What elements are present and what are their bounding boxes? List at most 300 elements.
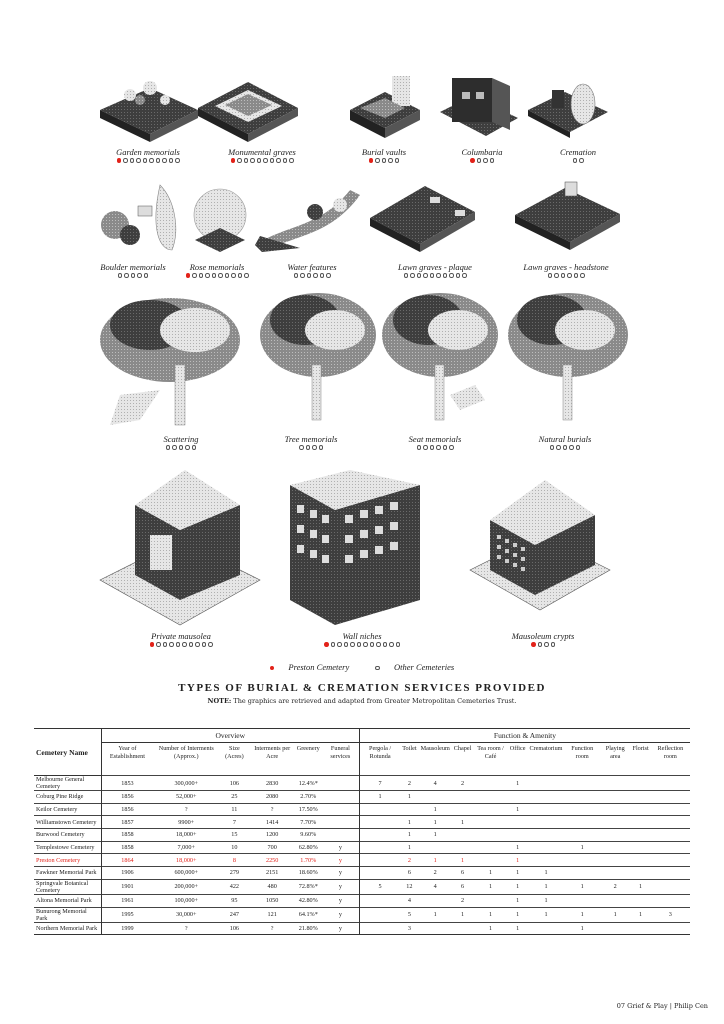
- other-cemetery-dot: [208, 642, 213, 647]
- private-mausolea-illustration: [100, 470, 260, 625]
- table-cell: 2: [452, 776, 474, 791]
- other-cemetery-dot: [276, 158, 281, 163]
- table-cell: [600, 854, 631, 867]
- other-cemetery-dot: [567, 273, 572, 278]
- table-cell: 1: [419, 816, 452, 829]
- table-cell: [322, 791, 360, 804]
- burial-vaults-illustration: [350, 76, 420, 138]
- table-cell: [651, 816, 690, 829]
- table-cell: [473, 803, 507, 816]
- table-cell: 1: [419, 907, 452, 922]
- table-cell: 1906: [101, 867, 153, 880]
- table-cell: [359, 854, 400, 867]
- other-cemetery-dot: [449, 273, 454, 278]
- table-cell: 2.70%: [295, 791, 322, 804]
- table-cell: ?: [153, 803, 219, 816]
- mausoleum-crypts-illustration: [470, 480, 610, 610]
- table-cell: 18,000+: [153, 829, 219, 842]
- table-cell: [419, 791, 452, 804]
- usage-dots: [251, 445, 371, 450]
- table-cell: 100,000+: [153, 894, 219, 907]
- table-cell: [564, 791, 599, 804]
- column-header: Funeral services: [330, 745, 351, 760]
- table-cell: [651, 829, 690, 842]
- cemetery-name-cell: Burwood Cemetery: [34, 829, 101, 842]
- water-features-illustration: [255, 190, 360, 252]
- table-cell: 62.80%: [295, 841, 322, 854]
- table-cell: [359, 867, 400, 880]
- service-label: Wall niches: [342, 631, 382, 641]
- table-cell: y: [322, 894, 360, 907]
- other-cemetery-dot: [149, 158, 154, 163]
- table-cell: 1: [508, 841, 528, 854]
- other-cemetery-dot: [363, 642, 368, 647]
- rose-memorials-illustration: [194, 189, 246, 252]
- table-cell: [473, 894, 507, 907]
- preston-dot: [470, 158, 475, 163]
- table-cell: 247: [219, 907, 249, 922]
- table-cell: 2151: [250, 867, 295, 880]
- table-cell: [419, 922, 452, 935]
- service-label: Lawn graves - plaque: [398, 262, 472, 272]
- natural-burials-illustration: [508, 293, 628, 420]
- other-cemetery-dot: [319, 445, 324, 450]
- table-cell: 1: [527, 879, 564, 894]
- table-cell: 1901: [101, 879, 153, 894]
- other-cemetery-dot: [551, 642, 556, 647]
- other-cemetery-dot: [580, 273, 585, 278]
- table-row: [34, 776, 690, 791]
- table-cell: 279: [219, 867, 249, 880]
- table-cell: 4: [419, 776, 452, 791]
- monumental-graves-illustration: [198, 82, 298, 142]
- table-cell: 9900+: [153, 816, 219, 829]
- table-cell: 25: [219, 791, 249, 804]
- table-cell: ?: [250, 922, 295, 935]
- table-cell: [564, 829, 599, 842]
- table-cell: 480: [250, 879, 295, 894]
- table-cell: [631, 791, 651, 804]
- other-cemetery-dot: [156, 158, 161, 163]
- table-cell: 121: [250, 907, 295, 922]
- service-label: Natural burials: [538, 434, 592, 444]
- table-cell: 2080: [250, 791, 295, 804]
- table-cell: 1: [452, 907, 474, 922]
- garden-memorials-illustration: [100, 81, 198, 142]
- table-cell: [359, 829, 400, 842]
- other-cemetery-dot: [294, 273, 299, 278]
- other-cemetery-dot: [357, 642, 362, 647]
- table-cell: [473, 841, 507, 854]
- other-cemetery-dot: [192, 445, 197, 450]
- table-cell: 1: [419, 829, 452, 842]
- other-cemetery-dot: [337, 642, 342, 647]
- table-cell: 11: [219, 803, 249, 816]
- column-header: Tea room / Café: [477, 745, 504, 760]
- table-cell: 52,000+: [153, 791, 219, 804]
- table-cell: 3: [651, 907, 690, 922]
- table-cell: 72.8%*: [295, 879, 322, 894]
- overview-header: Overview: [101, 729, 359, 743]
- usage-dots: [506, 273, 626, 278]
- other-cemetery-dot: [202, 642, 207, 647]
- table-cell: 1: [564, 922, 599, 935]
- table-row: [34, 791, 690, 804]
- table-cell: 4: [400, 894, 418, 907]
- table-cell: [452, 922, 474, 935]
- table-cell: 1050: [250, 894, 295, 907]
- table-cell: 1: [473, 907, 507, 922]
- service-label: Garden memorials: [116, 147, 180, 157]
- table-cell: [651, 922, 690, 935]
- table-cell: [564, 816, 599, 829]
- table-cell: 200,000+: [153, 879, 219, 894]
- other-cemetery-dot: [185, 445, 190, 450]
- preston-dot: [150, 642, 155, 647]
- table-cell: 1: [419, 803, 452, 816]
- column-header: Greenery: [296, 745, 320, 752]
- table-cell: y: [322, 879, 360, 894]
- table-cell: [600, 829, 631, 842]
- table-cell: 7.70%: [295, 816, 322, 829]
- usage-dots: [121, 445, 241, 450]
- table-cell: 1: [359, 791, 400, 804]
- service-label: Private mausolea: [151, 631, 211, 641]
- lawn-graves-headstone-illustration: [515, 182, 620, 250]
- table-cell: [322, 816, 360, 829]
- usage-dots: [88, 158, 208, 163]
- table-cell: [631, 867, 651, 880]
- table-cell: 1: [527, 907, 564, 922]
- other-cemetery-dot: [299, 445, 304, 450]
- column-header: Office: [509, 745, 526, 752]
- other-cemetery-dot: [130, 158, 135, 163]
- table-row: [34, 854, 690, 867]
- table-cell: [359, 816, 400, 829]
- other-cemetery-dot: [212, 273, 217, 278]
- table-cell: 18,000+: [153, 854, 219, 867]
- other-cemetery-dot: [423, 273, 428, 278]
- preston-dot: [531, 642, 536, 647]
- table-cell: [631, 854, 651, 867]
- table-cell: 1995: [101, 907, 153, 922]
- table-row: [34, 922, 690, 935]
- table-cell: 1: [508, 776, 528, 791]
- table-cell: 5: [359, 879, 400, 894]
- table-row: [34, 867, 690, 880]
- table-cell: 2: [400, 854, 418, 867]
- other-cemetery-dot: [270, 158, 275, 163]
- table-cell: y: [322, 841, 360, 854]
- table-cell: [600, 776, 631, 791]
- other-cemetery-dot: [370, 642, 375, 647]
- table-cell: [359, 894, 400, 907]
- other-cemetery-dot: [320, 273, 325, 278]
- cemetery-name-cell: Templestowe Cemetery: [34, 841, 101, 854]
- other-cemetery-dot: [289, 158, 294, 163]
- other-cemetery-dot: [244, 273, 249, 278]
- column-header: Reflection room: [657, 745, 684, 760]
- other-cemetery-dot: [449, 445, 454, 450]
- other-cemetery-dot: [395, 158, 400, 163]
- service-label: Water features: [287, 262, 337, 272]
- table-cell: [473, 776, 507, 791]
- table-cell: [600, 791, 631, 804]
- table-cell: [564, 854, 599, 867]
- table-cell: 1: [527, 894, 564, 907]
- table-cell: 15: [219, 829, 249, 842]
- table-cell: 1: [419, 854, 452, 867]
- column-header: Florist: [632, 745, 649, 752]
- table-cell: [651, 776, 690, 791]
- table-cell: 422: [219, 879, 249, 894]
- table-cell: [473, 854, 507, 867]
- other-cemetery-dot: [544, 642, 549, 647]
- usage-dots: [518, 158, 638, 163]
- usage-dots: [483, 642, 603, 647]
- column-headers: [34, 743, 690, 776]
- table-cell: 12: [400, 879, 418, 894]
- other-cemetery-dot: [404, 273, 409, 278]
- other-cemetery-dot: [195, 642, 200, 647]
- other-cemetery-dot: [176, 642, 181, 647]
- other-cemetery-dot: [436, 273, 441, 278]
- other-cemetery-dot: [250, 158, 255, 163]
- table-cell: [473, 791, 507, 804]
- table-cell: [452, 791, 474, 804]
- cemetery-name-cell: Fawkner Memorial Park: [34, 867, 101, 880]
- service-label: Monumental graves: [228, 147, 296, 157]
- table-cell: 1: [508, 867, 528, 880]
- table-cell: 106: [219, 922, 249, 935]
- service-label: Cremation: [559, 147, 597, 157]
- other-cemetery-dot: [143, 158, 148, 163]
- other-cemetery-dot: [436, 445, 441, 450]
- table-cell: 1853: [101, 776, 153, 791]
- table-cell: 1858: [101, 829, 153, 842]
- other-cemetery-dot: [375, 158, 380, 163]
- table-cell: [527, 776, 564, 791]
- service-label: Columbaria: [461, 147, 503, 157]
- table-cell: 2: [452, 894, 474, 907]
- scattering-illustration: [100, 298, 240, 425]
- table-cell: 30,000+: [153, 907, 219, 922]
- other-cemetery-dot: [300, 273, 305, 278]
- other-cemetery-dot: [382, 158, 387, 163]
- other-cemetery-dot: [263, 158, 268, 163]
- table-cell: 12.4%*: [295, 776, 322, 791]
- column-header: Pergola / Rotunda: [359, 743, 400, 776]
- table-cell: [564, 894, 599, 907]
- other-cemetery-dot: [231, 273, 236, 278]
- table-cell: 1857: [101, 816, 153, 829]
- table-row: [34, 816, 690, 829]
- service-label: Lawn graves - headstone: [523, 262, 609, 272]
- other-cemetery-dot: [396, 642, 401, 647]
- table-cell: [527, 854, 564, 867]
- table-cell: 6: [452, 879, 474, 894]
- table-cell: [527, 791, 564, 804]
- table-cell: 2: [400, 776, 418, 791]
- service-label: Scattering: [163, 434, 199, 444]
- other-cemetery-dot: [136, 158, 141, 163]
- footer: 07 Grief & Play | Philip Cen: [616, 1002, 708, 1010]
- other-cemetery-dot: [556, 445, 561, 450]
- other-cemetery-dot: [124, 273, 129, 278]
- column-header: Crematorium: [529, 745, 563, 752]
- other-cemetery-dot: [175, 158, 180, 163]
- other-cemetery-dot: [462, 273, 467, 278]
- other-cemetery-dot: [131, 273, 136, 278]
- other-cemetery-dot: [326, 273, 331, 278]
- table-cell: [651, 791, 690, 804]
- other-cemetery-dot: [554, 273, 559, 278]
- table-cell: [359, 803, 400, 816]
- cemetery-name-cell: Springvale Botanical Cemetery: [34, 879, 101, 894]
- other-cemetery-dot: [166, 445, 171, 450]
- other-cemetery-dot: [443, 445, 448, 450]
- other-cemetery-dot: [162, 158, 167, 163]
- other-cemetery-dot: [389, 642, 394, 647]
- cemetery-name-cell: Coburg Pine Ridge: [34, 791, 101, 804]
- table-cell: [508, 791, 528, 804]
- table-cell: 1: [508, 803, 528, 816]
- table-cell: [631, 816, 651, 829]
- other-cemetery-dot: [410, 273, 415, 278]
- table-cell: 1858: [101, 841, 153, 854]
- other-cemetery-dot: [561, 273, 566, 278]
- other-cemetery-dot: [350, 642, 355, 647]
- table-row: [34, 907, 690, 922]
- lawn-graves-plaque-illustration: [370, 186, 475, 252]
- table-cell: 1: [508, 907, 528, 922]
- table-cell: 7: [359, 776, 400, 791]
- table-cell: 10: [219, 841, 249, 854]
- other-cemetery-dot: [376, 642, 381, 647]
- other-cemetery-dot: [569, 445, 574, 450]
- table-cell: 1856: [101, 803, 153, 816]
- table-cell: y: [322, 922, 360, 935]
- table-cell: 5: [400, 907, 418, 922]
- table-cell: 17.50%: [295, 803, 322, 816]
- table-cell: [452, 841, 474, 854]
- wall-niches-illustration: [290, 470, 420, 625]
- other-cemetery-dot: [313, 273, 318, 278]
- table-cell: 42.80%: [295, 894, 322, 907]
- column-header: Chapel: [453, 745, 472, 752]
- column-header: Number of Interments (Approx.): [158, 745, 214, 760]
- table-cell: [564, 803, 599, 816]
- table-cell: [527, 922, 564, 935]
- table-cell: 1856: [101, 791, 153, 804]
- columbaria-illustration: [440, 78, 518, 136]
- cemetery-name-cell: Melbourne General Cemetery: [34, 776, 101, 791]
- table-cell: [631, 829, 651, 842]
- usage-dots: [121, 642, 241, 647]
- table-cell: [600, 867, 631, 880]
- cemetery-table: [34, 728, 690, 935]
- other-cemetery-dot: [477, 158, 482, 163]
- cemetery-name-header: Cemetery Name: [34, 729, 101, 776]
- preston-dot: [369, 158, 374, 163]
- table-cell: 1: [508, 879, 528, 894]
- table-cell: 9.60%: [295, 829, 322, 842]
- table-cell: 1: [452, 854, 474, 867]
- table-cell: [322, 829, 360, 842]
- table-cell: 2830: [250, 776, 295, 791]
- cremation-illustration: [528, 84, 608, 138]
- other-cemetery-dot: [344, 642, 349, 647]
- table-cell: [631, 922, 651, 935]
- other-cemetery-dot: [225, 273, 230, 278]
- table-cell: [527, 829, 564, 842]
- other-cemetery-dot: [417, 445, 422, 450]
- table-row: [34, 894, 690, 907]
- table-cell: [651, 803, 690, 816]
- legend: [0, 662, 724, 672]
- page-title: TYPES OF BURIAL & CREMATION SERVICES PROVIDED: [178, 682, 546, 694]
- table-cell: y: [322, 854, 360, 867]
- table-cell: [452, 803, 474, 816]
- table-cell: 21.80%: [295, 922, 322, 935]
- other-cemetery-dot: [383, 642, 388, 647]
- table-body: [34, 776, 690, 935]
- other-cemetery-dot: [483, 158, 488, 163]
- table-cell: 95: [219, 894, 249, 907]
- other-cemetery-dot: [574, 273, 579, 278]
- other-cemetery-dot: [123, 158, 128, 163]
- legend-preston: Preston Cemetery: [264, 662, 355, 672]
- table-cell: [508, 816, 528, 829]
- table-row: [34, 829, 690, 842]
- cemetery-name-cell: Preston Cemetery: [34, 854, 101, 867]
- other-cemetery-dot: [218, 273, 223, 278]
- other-cemetery-dot: [172, 445, 177, 450]
- other-cemetery-dot: [237, 158, 242, 163]
- other-cemetery-dot: [456, 273, 461, 278]
- cemetery-name-cell: Altona Memorial Park: [34, 894, 101, 907]
- table-cell: 1: [400, 829, 418, 842]
- cemetery-name-cell: Williamstown Cemetery: [34, 816, 101, 829]
- other-cemetery-dot: [579, 158, 584, 163]
- table-cell: [651, 879, 690, 894]
- table-cell: 2: [419, 867, 452, 880]
- table-cell: [651, 894, 690, 907]
- other-cemetery-dot: [430, 273, 435, 278]
- table-cell: [527, 803, 564, 816]
- table-cell: [564, 776, 599, 791]
- other-cemetery-dot: [423, 445, 428, 450]
- table-cell: [322, 776, 360, 791]
- usage-dots: [375, 445, 495, 450]
- table-cell: 700: [250, 841, 295, 854]
- other-cemetery-dot: [417, 273, 422, 278]
- usage-dots: [202, 158, 322, 163]
- table-cell: [600, 922, 631, 935]
- service-label: Burial vaults: [361, 147, 407, 157]
- table-cell: [508, 829, 528, 842]
- table-cell: y: [322, 867, 360, 880]
- other-cemetery-dot: [490, 158, 495, 163]
- other-cemetery-dot: [205, 273, 210, 278]
- table-cell: 6: [452, 867, 474, 880]
- table-cell: 1414: [250, 816, 295, 829]
- service-label: Tree memorials: [284, 434, 338, 444]
- table-cell: [564, 867, 599, 880]
- other-cemetery-dot: [199, 273, 204, 278]
- table-cell: 1: [473, 867, 507, 880]
- other-cemetery-dot: [137, 273, 142, 278]
